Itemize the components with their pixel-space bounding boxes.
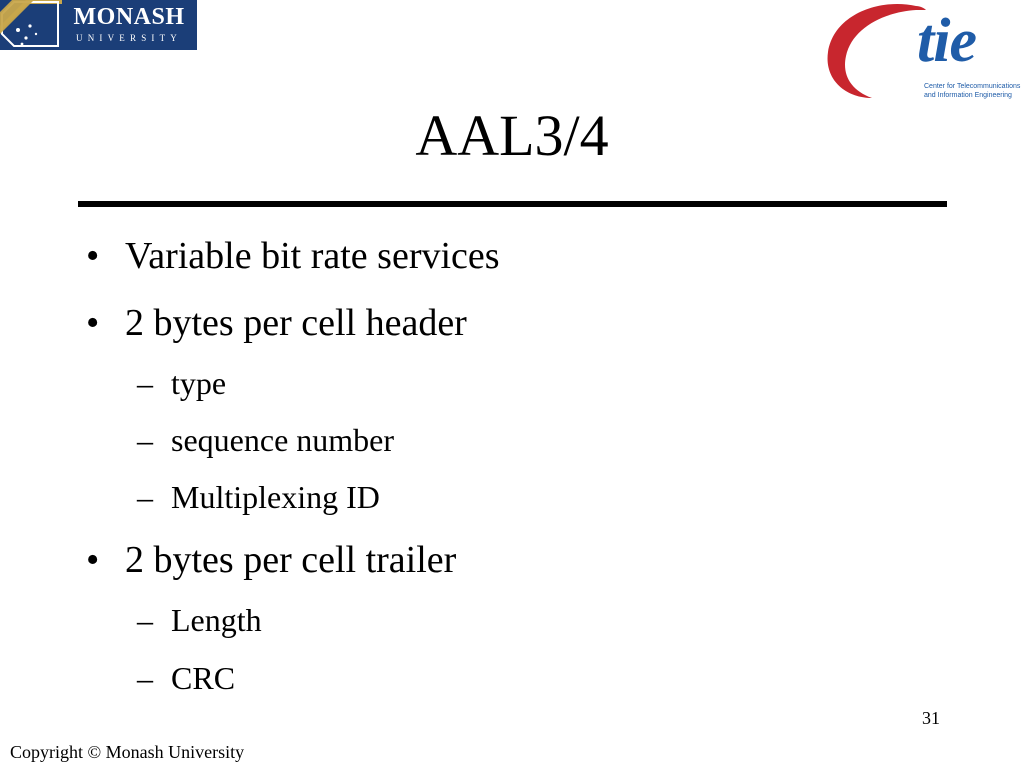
ctie-caption-line-1: Center for Telecommunications: [924, 83, 1021, 90]
sub-bullet-text: Length: [171, 602, 262, 638]
ctie-logo-caption: [924, 82, 1024, 100]
ctie-caption-line-2: and Information Engineering: [924, 92, 1012, 99]
sub-bullet-item: [137, 472, 380, 522]
ctie-logo: [820, 0, 1024, 104]
monash-university-logo: [0, 0, 197, 50]
bullet-item: [86, 226, 500, 286]
slide-title: AAL3/4: [415, 103, 609, 168]
bullet-item: [86, 293, 467, 353]
sub-bullet-text: Multiplexing ID: [171, 479, 380, 515]
bullet-text: 2 bytes per cell header: [125, 302, 467, 344]
copyright-notice: Copyright © Monash University: [10, 742, 245, 762]
monash-logo-subword: UNIVERSITY: [76, 33, 182, 43]
bullet-marker: •: [86, 235, 100, 277]
page-number: 31: [922, 708, 940, 728]
sub-bullet-marker: –: [137, 479, 153, 515]
sub-bullet-marker: –: [137, 602, 153, 638]
sub-bullet-item: [137, 358, 226, 408]
sub-bullet-item: [137, 595, 262, 645]
sub-bullet-item: [137, 653, 235, 703]
bullet-text: 2 bytes per cell trailer: [125, 539, 457, 581]
bullet-marker: •: [86, 302, 100, 344]
bullet-text: Variable bit rate services: [125, 235, 500, 277]
sub-bullet-marker: –: [137, 660, 153, 696]
bullet-item: [86, 530, 456, 590]
ctie-logo-word: tie: [917, 7, 976, 75]
sub-bullet-item: [137, 415, 394, 465]
monash-shield-icon: [0, 0, 62, 50]
monash-logo-word: MONASH: [73, 4, 185, 30]
title-divider: [78, 201, 947, 207]
sub-bullet-marker: –: [137, 422, 153, 458]
sub-bullet-text: CRC: [171, 660, 236, 696]
sub-bullet-marker: –: [137, 365, 153, 401]
sub-bullet-text: sequence number: [171, 422, 395, 458]
bullet-marker: •: [86, 539, 100, 581]
sub-bullet-text: type: [171, 365, 227, 401]
